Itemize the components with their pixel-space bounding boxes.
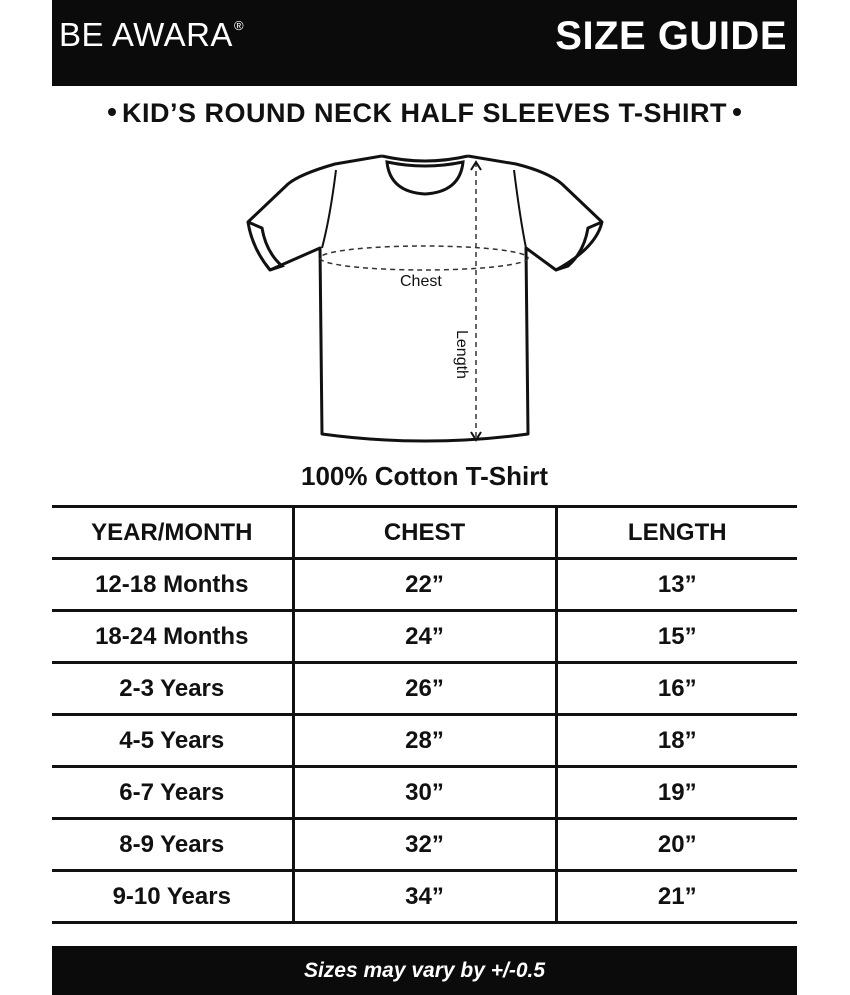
cell-chest: 28” (293, 715, 556, 767)
cell-age: 4-5 Years (52, 715, 293, 767)
product-subtitle (52, 98, 797, 129)
table-row (52, 871, 797, 923)
cell-age: 6-7 Years (52, 767, 293, 819)
cell-chest: 32” (293, 819, 556, 871)
brand-logo (59, 16, 244, 54)
registered-mark: ® (233, 18, 245, 33)
table-row (52, 611, 797, 663)
header-length: LENGTH (556, 507, 797, 559)
tshirt-right-cuff (556, 222, 602, 270)
table-row (52, 559, 797, 611)
length-label: Length (453, 330, 470, 379)
chest-measure-line (320, 246, 528, 270)
tshirt-outline (248, 156, 602, 441)
table-row (52, 715, 797, 767)
bullet-dot-right (733, 108, 741, 116)
cell-age: 8-9 Years (52, 819, 293, 871)
tshirt-diagram (240, 148, 610, 448)
cell-age: 9-10 Years (52, 871, 293, 923)
table-header-row (52, 507, 797, 559)
cell-chest: 24” (293, 611, 556, 663)
header-bar (52, 0, 797, 86)
header-year-month: YEAR/MONTH (52, 507, 293, 559)
cell-chest: 22” (293, 559, 556, 611)
tshirt-collar-outer (382, 156, 468, 161)
cell-age: 2-3 Years (52, 663, 293, 715)
cell-length: 19” (556, 767, 797, 819)
cell-chest: 30” (293, 767, 556, 819)
brand-name: BE AWARA (59, 16, 233, 53)
cell-length: 18” (556, 715, 797, 767)
cell-chest: 34” (293, 871, 556, 923)
cell-chest: 26” (293, 663, 556, 715)
header-chest: CHEST (293, 507, 556, 559)
tshirt-collar-inner (387, 162, 463, 194)
table-row (52, 767, 797, 819)
tshirt-right-armhole (514, 170, 526, 248)
product-subtitle-text: KID’S ROUND NECK HALF SLEEVES T-SHIRT (121, 98, 728, 128)
bullet-dot-left (108, 108, 116, 116)
table-row (52, 819, 797, 871)
cell-length: 21” (556, 871, 797, 923)
chest-label: Chest (400, 273, 442, 290)
cell-length: 15” (556, 611, 797, 663)
tshirt-left-armhole (322, 170, 336, 248)
cell-length: 13” (556, 559, 797, 611)
cell-age: 12-18 Months (52, 559, 293, 611)
size-table (52, 505, 797, 924)
cell-length: 16” (556, 663, 797, 715)
footer-note: Sizes may vary by +/-0.5 (52, 946, 797, 995)
cell-length: 20” (556, 819, 797, 871)
size-guide-title: SIZE GUIDE (555, 14, 787, 58)
material-note: 100% Cotton T-Shirt (300, 461, 548, 491)
table-row (52, 663, 797, 715)
cell-age: 18-24 Months (52, 611, 293, 663)
